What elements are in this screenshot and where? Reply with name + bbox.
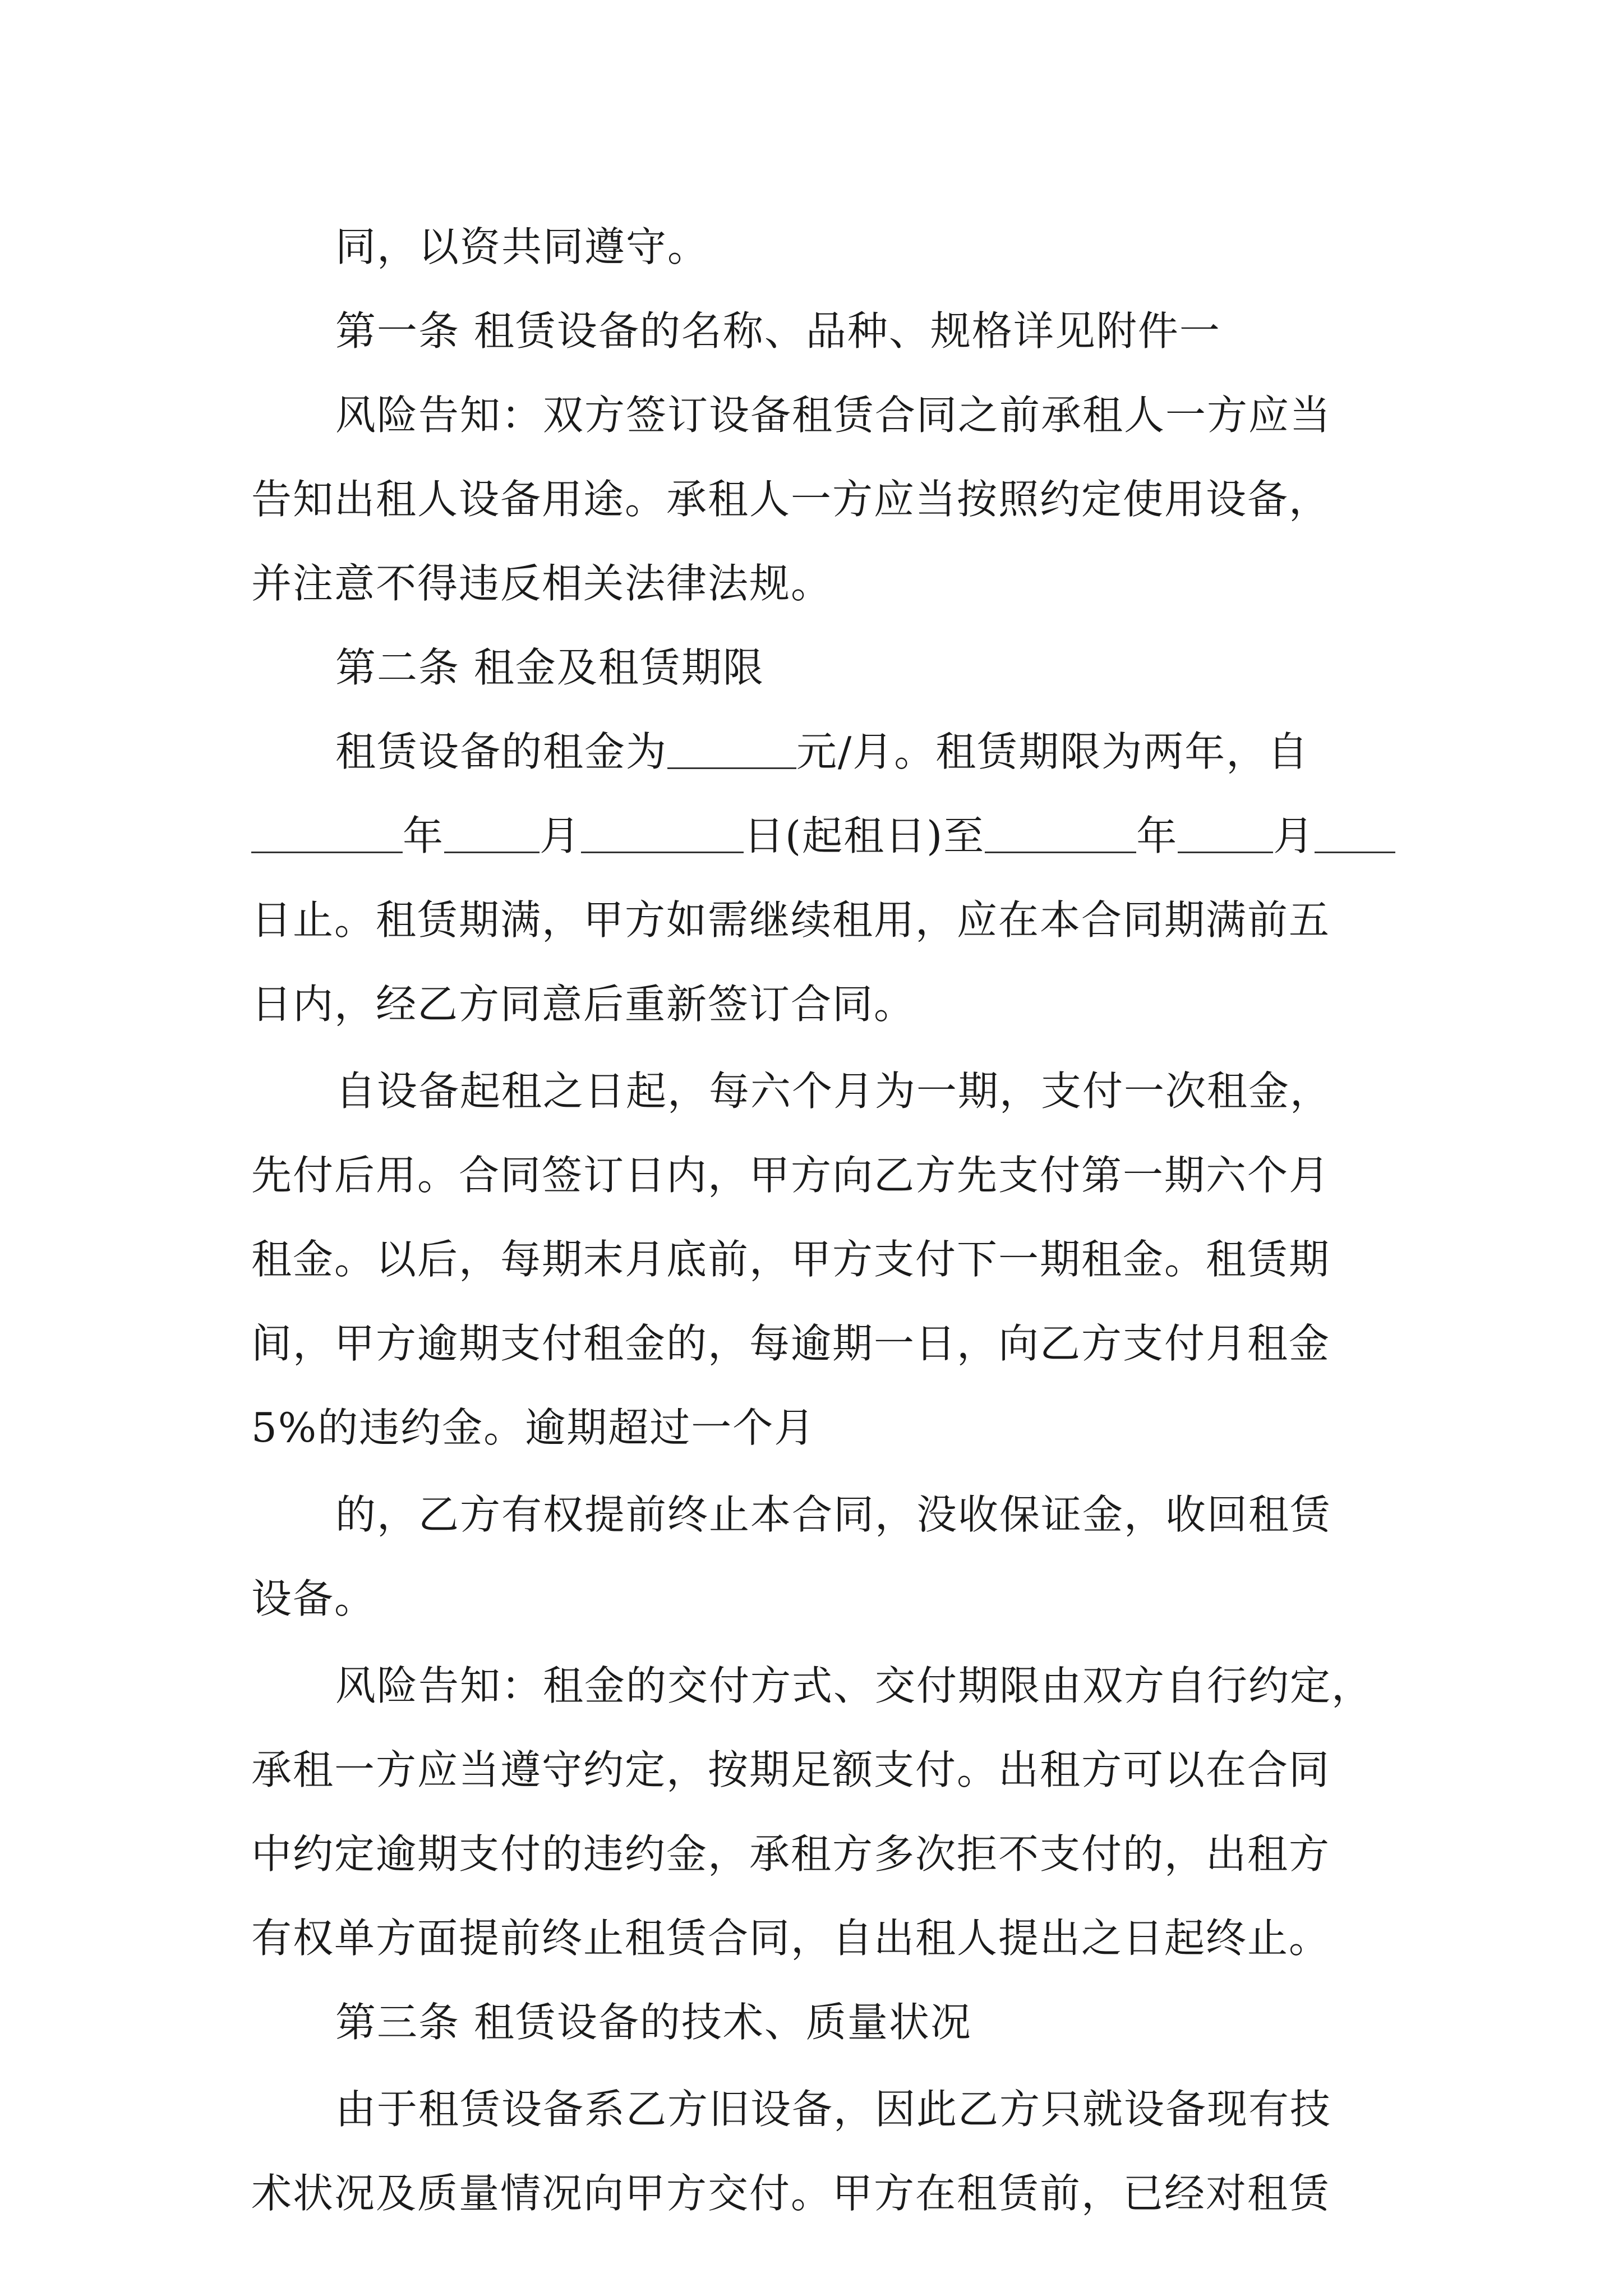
text-line: 中约定逾期支付的违约金，承租方多次拒不支付的，出租方 <box>251 1830 1331 1878</box>
end-day-blank <box>1315 808 1395 853</box>
text-line: 告知出租人设备用途。承租人一方应当按照约定使用设备， <box>251 476 1331 523</box>
start-year-blank <box>251 808 403 853</box>
month-label: 月 <box>1273 812 1315 859</box>
article-heading: 第一条 租赁设备的名称、品种、规格详见附件一 <box>335 307 1221 355</box>
end-year-blank <box>985 808 1136 853</box>
year-label: 年 <box>403 812 445 859</box>
article-heading: 第三条 租赁设备的技术、质量状况 <box>335 1999 972 2046</box>
article-heading: 第二条 租金及租赁期限 <box>335 644 764 691</box>
text-line: 5%的违约金。逾期超过一个月 <box>251 1404 816 1451</box>
text-line: 的，乙方有权提前终止本合同，没收保证金，收回租赁 <box>335 1491 1332 1538</box>
text-line: 由于租赁设备系乙方旧设备，因此乙方只就设备现有技 <box>335 2086 1332 2133</box>
text-line: 日止。租赁期满，甲方如需继续租用，应在本合同期满前五 <box>251 896 1331 944</box>
text-line: 风险告知：双方签订设备租赁合同之前承租人一方应当 <box>335 392 1332 439</box>
month-label: 月 <box>540 812 582 859</box>
text-line: 术状况及质量情况向甲方交付。甲方在租赁前，已经对租赁 <box>251 2170 1331 2217</box>
start-label: 日(起租日)至 <box>744 812 985 859</box>
year-label: 年 <box>1136 812 1178 859</box>
text-line: 日内，经乙方同意后重新签订合同。 <box>251 981 916 1028</box>
text-line: 有权单方面提前终止租赁合同，自出租人提出之日起终止。 <box>251 1915 1331 1962</box>
document-page <box>251 0 1395 2296</box>
end-month-blank <box>1178 808 1273 853</box>
start-day-blank <box>581 808 744 853</box>
rent-prefix: 租赁设备的租金为 <box>335 728 668 775</box>
start-month-blank <box>444 808 540 853</box>
text-line: 风险告知：租金的交付方式、交付期限由双方自行约定， <box>335 1662 1373 1709</box>
rent-line <box>335 712 1395 791</box>
text-line: 同，以资共同遵守。 <box>335 223 709 270</box>
text-line: 承租一方应当遵守约定，按期足额支付。出租方可以在合同 <box>251 1746 1331 1793</box>
text-line: 自设备起租之日起，每六个月为一期，支付一次租金， <box>335 1068 1332 1115</box>
rent-suffix: 元/月。租赁期限为两年，自 <box>796 728 1310 775</box>
rent-amount-blank <box>667 724 796 769</box>
text-line: 间，甲方逾期支付租金的，每逾期一日，向乙方支付月租金 <box>251 1320 1331 1367</box>
text-line: 设备。 <box>251 1575 376 1622</box>
text-line: 租金。以后，每期末月底前，甲方支付下一期租金。租赁期 <box>251 1236 1331 1283</box>
date-line <box>251 797 1395 875</box>
text-line: 先付后用。合同签订日内，甲方向乙方先支付第一期六个月 <box>251 1152 1331 1199</box>
text-line: 并注意不得违反相关法律法规。 <box>251 560 833 607</box>
